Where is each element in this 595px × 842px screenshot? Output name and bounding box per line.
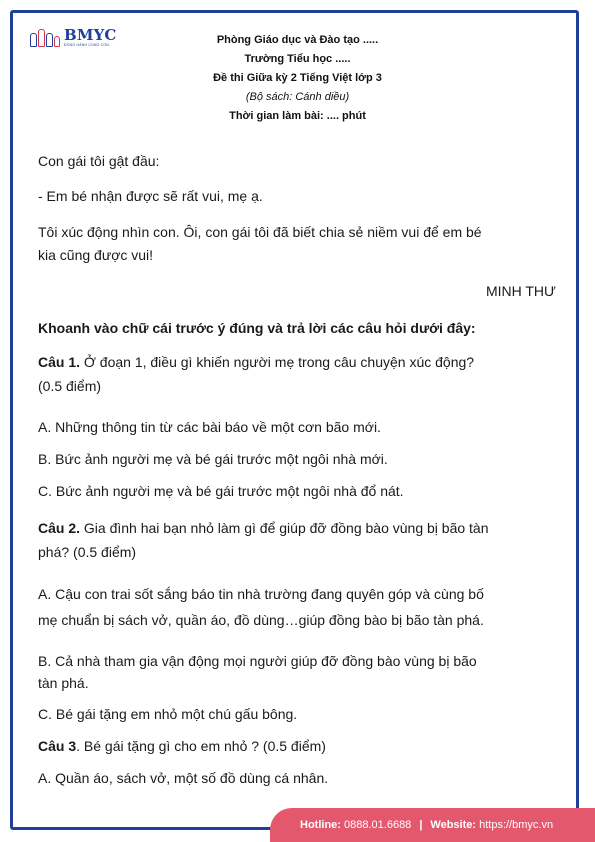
- logo-tagline: ĐỒNG HÀNH CÙNG CON: [64, 43, 110, 47]
- header-school: Trường Tiểu học .....: [244, 53, 351, 65]
- document-header: [0, 31, 595, 126]
- website-label: Website:: [430, 819, 477, 831]
- answer-option-cont: tàn phá.: [38, 675, 89, 691]
- hotline-number[interactable]: 0888.01.6688: [344, 819, 412, 831]
- footer-separator: |: [419, 819, 423, 831]
- question-label: Câu 3: [38, 738, 77, 754]
- footer-contact-bar: [270, 808, 595, 842]
- passage-line: kia cũng được vui!: [38, 247, 154, 263]
- question-2: [38, 520, 556, 536]
- question-text: Ở đoạn 1, điều gì khiến người mẹ trong câu chuyện xúc động?: [83, 354, 475, 370]
- header-exam-title: Đề thi Giữa kỳ 2 Tiếng Việt lớp 3: [213, 72, 382, 84]
- answer-option: B. Bức ảnh người mẹ và bé gái trước một ngôi nhà mới.: [38, 451, 388, 467]
- passage-line: Tôi xúc động nhìn con. Ôi, con gái tôi đã biết chia sẻ niềm vui để em bé: [38, 224, 482, 240]
- header-department: Phòng Giáo dục và Đào tạo .....: [216, 34, 379, 46]
- question-label: Câu 1.: [38, 354, 81, 370]
- website-link[interactable]: https://bmyc.vn: [479, 819, 554, 831]
- answer-option: A. Cậu con trai sốt sắng báo tin nhà trường đang quyên góp và cùng bố: [38, 586, 484, 602]
- instruction: Khoanh vào chữ cái trước ý đúng và trả lời các câu hỏi dưới đây:: [38, 320, 476, 336]
- answer-option: B. Cả nhà tham gia vận động mọi người giúp đỡ đồng bào vùng bị bão: [38, 653, 477, 669]
- answer-option: A. Quần áo, sách vở, một số đồ dùng cá nhân.: [38, 770, 329, 786]
- passage-line: Con gái tôi gật đầu:: [38, 153, 160, 169]
- question-label: Câu 2.: [38, 520, 81, 536]
- question-text: . Bé gái tặng gì cho em nhỏ ? (0.5 điểm): [76, 738, 326, 754]
- logo-name: BMYC: [64, 26, 117, 44]
- hotline-label: Hotline:: [300, 819, 341, 831]
- question-text-cont: (0.5 điểm): [38, 378, 102, 394]
- question-text: Gia đình hai bạn nhỏ làm gì để giúp đỡ đồng bào vùng bị bão tàn: [83, 520, 489, 536]
- question-1: [38, 354, 556, 370]
- question-text-cont: phá? (0.5 điểm): [38, 544, 137, 560]
- answer-option: C. Bức ảnh người mẹ và bé gái trước một ngôi nhà đổ nát.: [38, 483, 404, 499]
- header-time: Thời gian làm bài: .... phút: [229, 110, 366, 122]
- passage-line: - Em bé nhận được sẽ rất vui, mẹ ạ.: [38, 188, 263, 204]
- answer-option-cont: mẹ chuẩn bị sách vở, quần áo, đồ dùng…giúp đồng bào bị bão tàn phá.: [38, 612, 484, 628]
- answer-option: A. Những thông tin từ các bài báo về một cơn bão mới.: [38, 419, 381, 435]
- header-book: (Bộ sách: Cánh diều): [245, 91, 350, 103]
- passage-author: MINH THƯ: [485, 283, 556, 299]
- answer-option: C. Bé gái tặng em nhỏ một chú gấu bông.: [38, 706, 298, 722]
- question-3: [38, 738, 556, 754]
